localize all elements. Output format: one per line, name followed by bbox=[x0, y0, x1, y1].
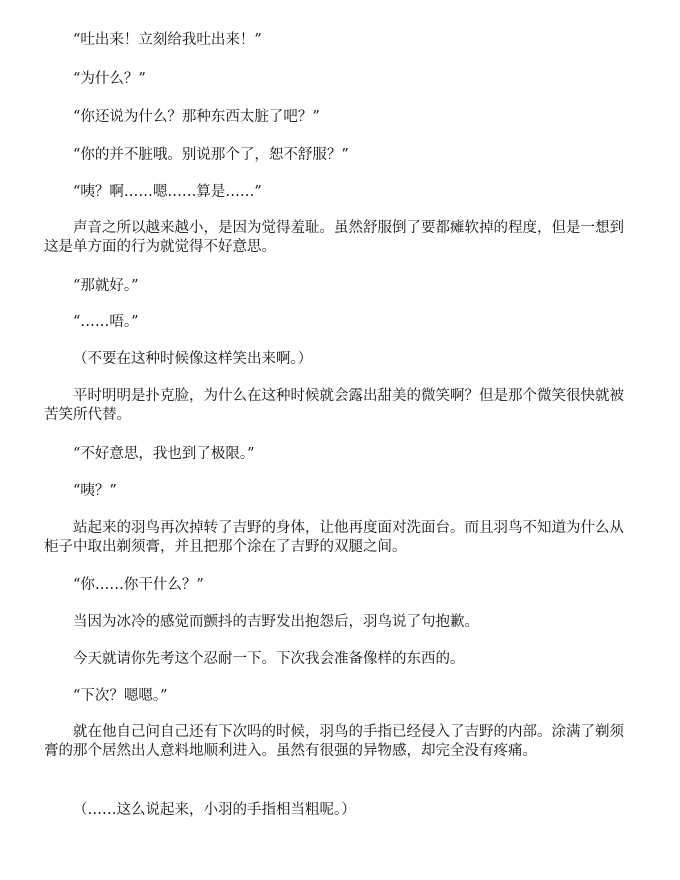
paragraph: 就在他自己问自己还有下次吗的时候，羽鸟的手指已经侵入了吉野的内部。涂满了剃须膏的那个居然出人意料地顺利进入。虽然有很强的异物感，却完全没有疼痛。 bbox=[44, 724, 624, 759]
paragraph: 站起来的羽鸟再次掉转了吉野的身体，让他再度面对洗面台。而且羽鸟不知道为什么从柜子中取出剃须膏，并且把那个涂在了吉野的双腿之间。 bbox=[44, 520, 624, 555]
paragraph: （……这么说起来，小羽的手指相当粗呢。） bbox=[73, 802, 356, 818]
paragraph: 今天就请你先考这个忍耐一下。下次我会准备像样的东西的。 bbox=[73, 651, 465, 667]
paragraph: “咦？” bbox=[73, 483, 117, 499]
paragraph: 声音之所以越来越小，是因为觉得羞耻。虽然舒服倒了要都瘫软掉的程度，但是一想到这是单方面的行为就觉得不好意思。 bbox=[44, 220, 624, 255]
paragraph: “下次？嗯嗯。” bbox=[73, 688, 168, 704]
paragraph: “为什么？” bbox=[73, 71, 146, 87]
paragraph: “吐出来！立刻给我吐出来！” bbox=[73, 32, 262, 48]
paragraph: “那就好。” bbox=[73, 278, 139, 294]
paragraph: “……唔。” bbox=[73, 314, 139, 330]
paragraph: 平时明明是扑克脸，为什么在这种时候就会露出甜美的微笑啊？但是那个微笑很快就被苦笑所代替。 bbox=[44, 388, 624, 423]
paragraph: “你的并不脏哦。别说那个了，恕不舒服？” bbox=[73, 147, 349, 163]
paragraph: “不好意思，我也到了极限。” bbox=[73, 446, 255, 462]
paragraph: “你……你干什么？” bbox=[73, 577, 204, 593]
paragraph: “你还说为什么？那种东西太脏了吧？” bbox=[73, 109, 320, 125]
paragraph: 当因为冰冷的感觉而颤抖的吉野发出抱怨后，羽鸟说了句抱歉。 bbox=[73, 614, 479, 630]
paragraph: “咦？啊……嗯……算是……” bbox=[73, 184, 262, 200]
paragraph: （不要在这种时候像这样笑出来啊。） bbox=[73, 351, 313, 367]
